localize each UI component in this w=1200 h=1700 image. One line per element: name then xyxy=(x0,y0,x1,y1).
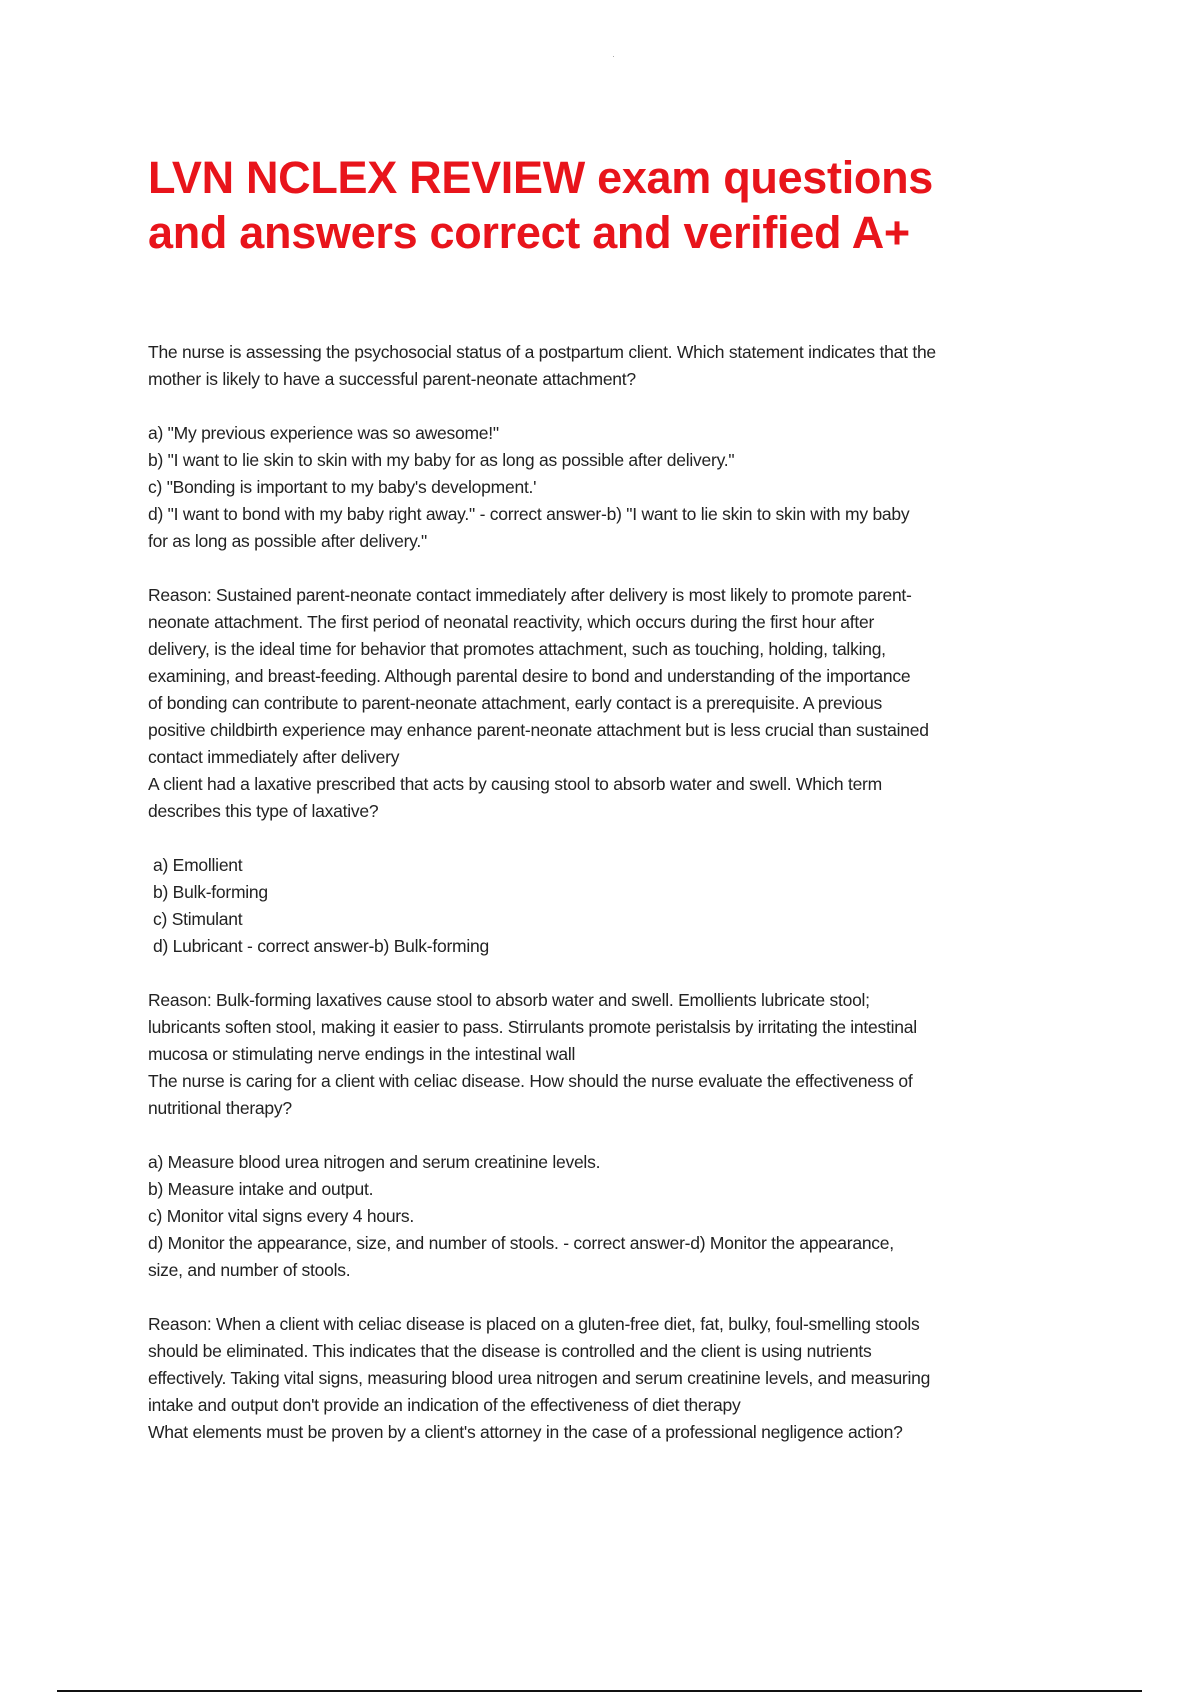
text-block xyxy=(148,420,936,555)
text-line: size, and number of stools. xyxy=(148,1260,351,1280)
text-line: mother is likely to have a successful parent-neonate attachment? xyxy=(148,369,636,389)
text-line: positive childbirth experience may enhance parent-neonate attachment but is less crucial than sustained xyxy=(148,720,929,740)
title-line: and answers correct and verified A+ xyxy=(148,207,910,258)
text-line: effectively. Taking vital signs, measuring blood urea nitrogen and serum creatinine levels, and measuring xyxy=(148,1368,931,1388)
scan-artifact xyxy=(613,56,614,57)
text-block xyxy=(148,852,936,960)
spacer xyxy=(148,960,936,987)
title-line: LVN NCLEX REVIEW exam questions xyxy=(148,152,934,203)
text-line: examining, and breast-feeding. Although parental desire to bond and understanding of the importance xyxy=(148,666,911,686)
text-line: mucosa or stimulating nerve endings in the intestinal wall xyxy=(148,1044,576,1064)
text-line: describes this type of laxative? xyxy=(148,801,379,821)
text-line: Reason: Bulk-forming laxatives cause stool to absorb water and swell. Emollients lubricate stool; xyxy=(148,990,870,1010)
text-line: d) Lubricant - correct answer-b) Bulk-forming xyxy=(153,936,489,956)
text-line: neonate attachment. The first period of neonatal reactivity, which occurs during the first hour after xyxy=(148,612,875,632)
document-title xyxy=(148,150,933,260)
spacer xyxy=(148,1122,936,1149)
text-line: for as long as possible after delivery." xyxy=(148,531,427,551)
text-line: c) Stimulant xyxy=(153,909,243,929)
text-line: c) Monitor vital signs every 4 hours. xyxy=(148,1206,414,1226)
spacer xyxy=(148,393,936,420)
text-line: b) Measure intake and output. xyxy=(148,1179,374,1199)
text-line: lubricants soften stool, making it easier to pass. Stirrulants promote peristalsis by irritating the intestinal xyxy=(148,1017,917,1037)
text-line: d) Monitor the appearance, size, and number of stools. - correct answer-d) Monitor the appearance, xyxy=(148,1233,894,1253)
text-line: contact immediately after delivery xyxy=(148,747,400,767)
text-line: intake and output don't provide an indication of the effectiveness of diet therapy xyxy=(148,1395,741,1415)
text-line: Reason: When a client with celiac disease is placed on a gluten-free diet, fat, bulky, foul-smelling stools xyxy=(148,1314,920,1334)
text-line: a) Emollient xyxy=(153,855,243,875)
text-line: b) Bulk-forming xyxy=(153,882,268,902)
text-line: The nurse is assessing the psychosocial status of a postpartum client. Which statement indicates that the xyxy=(148,342,936,362)
text-block xyxy=(148,987,936,1122)
spacer xyxy=(148,1284,936,1311)
text-line: d) "I want to bond with my baby right away." - correct answer-b) "I want to lie skin to skin with my baby xyxy=(148,504,910,524)
text-block xyxy=(148,1311,936,1446)
text-line: A client had a laxative prescribed that acts by causing stool to absorb water and swell. Which term xyxy=(148,774,882,794)
footer-rule xyxy=(57,1690,1142,1692)
text-block xyxy=(148,339,936,393)
text-line: c) "Bonding is important to my baby's development.' xyxy=(148,477,537,497)
text-line: nutritional therapy? xyxy=(148,1098,292,1118)
text-line: What elements must be proven by a client's attorney in the case of a professional negligence action? xyxy=(148,1422,903,1442)
document-body xyxy=(148,339,936,1446)
text-line: should be eliminated. This indicates that the disease is controlled and the client is using nutrients xyxy=(148,1341,872,1361)
text-block xyxy=(148,1149,936,1284)
text-line: delivery, is the ideal time for behavior that promotes attachment, such as touching, holding, talking, xyxy=(148,639,886,659)
text-line: a) "My previous experience was so awesome!" xyxy=(148,423,499,443)
spacer xyxy=(148,555,936,582)
text-line: of bonding can contribute to parent-neonate attachment, early contact is a prerequisite. A previous xyxy=(148,693,883,713)
spacer xyxy=(148,825,936,852)
text-line: a) Measure blood urea nitrogen and serum creatinine levels. xyxy=(148,1152,601,1172)
text-line: The nurse is caring for a client with celiac disease. How should the nurse evaluate the effectiveness of xyxy=(148,1071,913,1091)
text-line: b) "I want to lie skin to skin with my baby for as long as possible after delivery." xyxy=(148,450,735,470)
text-block xyxy=(148,582,936,825)
text-line: Reason: Sustained parent-neonate contact immediately after delivery is most likely to promote parent- xyxy=(148,585,912,605)
